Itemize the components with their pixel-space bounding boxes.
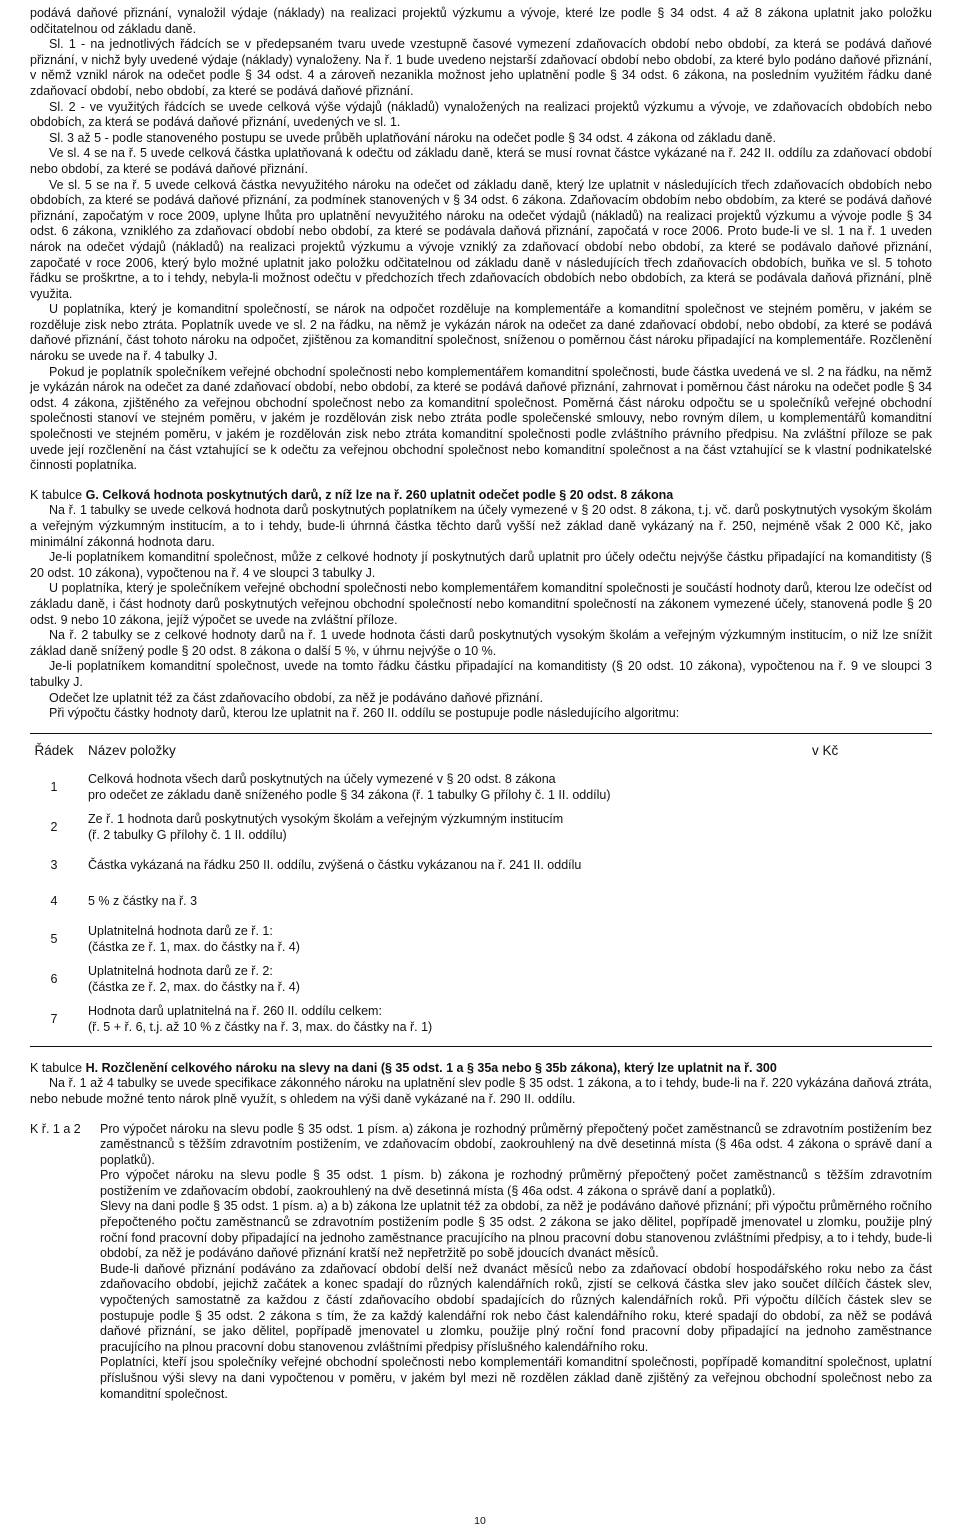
paragraph: Je-li poplatníkem komanditní společnost, může z celkové hodnoty jí poskytnutých darů uplatnit pro účely odečtu nejvýše částku připadající na komanditisty (§ 20 odst. 10 zákona), vypočtenou na ř. 4 ve sloupci 3 tabulky J.	[30, 550, 932, 580]
rows-1-2-section	[30, 1122, 932, 1403]
header-item-name: Název položky	[88, 742, 176, 758]
row-text-line: (ř. 2 tabulky G přílohy č. 1 II. oddílu)	[88, 827, 287, 842]
header-unit: v Kč	[812, 742, 839, 758]
row-text	[78, 964, 932, 995]
row-text	[78, 894, 932, 910]
row-number: 4	[50, 893, 58, 908]
row-text-line: pro odečet ze základu daně sníženého podle § 34 zákona (ř. 1 tabulky G přílohy č. 1 II. oddílu)	[88, 787, 611, 802]
page-content	[30, 6, 932, 1402]
table-row	[30, 768, 932, 808]
page-number: 10	[474, 1515, 486, 1527]
paragraph: Na ř. 1 až 4 tabulky se uvede specifikace zákonného nároku na uplatnění slev podle § 35 odst. 1 zákona, a to i tehdy, bude-li na ř. 220 vykázána daňová ztráta, nebo nebude možné tento nárok plně využít, s ohledem na výši daně vykázané na ř. 290 II. oddílu.	[30, 1076, 932, 1106]
row-number: 5	[50, 931, 58, 946]
paragraph: Pro výpočet nároku na slevu podle § 35 odst. 1 písm. b) zákona je rozhodný průměrný přepočtený počet zaměstnanců s těžším zdravotním postižením ve zdaňovacím období, zaokrouhlený na dvě desetinná místa (§ 46a odst. 4 zákona o správě daní a poplatků).	[100, 1168, 932, 1198]
paragraph: Sl. 2 - ve využitých řádcích se uvede celková výše výdajů (nákladů) vynaložených na realizaci projektů výzkumu a vývoje, ve zdaňovacích obdobích nebo obdobích, za která se podává daňové přiznání, uvedených ve sl. 1.	[30, 99, 932, 130]
paragraph: Bude-li daňové přiznání podáváno za zdaňovací období delší než dvanáct měsíců nebo za zdaňovací období hospodářského roku nebo za část zdaňovacího období, jejichž začátek a konec spadají do různých kalendářních roků, zjistí se celková částka slev jako součet dílčích částek slev, vypočtených samostatně za každou z částí zdaňovacího období spadajících do různých kalendářních roků. Při výpočtu dílčích částek slev se postupuje podle § 35 odst. 2 zákona s tím, že za každý kalendářní rok nebo část kalendářního roku, které spadají do období, za něž se podává daňové přiznání, se jako dělitel, popřípadě jmenovatel u zlomku, použije plný roční fond pracovní doby připadající na jednoho zaměstnance pracujícího na plnou pracovní dobu stanovenou zvláštními předpisy příslušného kalendářního roku.	[100, 1261, 932, 1354]
table-row	[30, 848, 932, 884]
paragraph: Pro výpočet nároku na slevu podle § 35 odst. 1 písm. a) zákona je rozhodný průměrný přepočtený počet zaměstnanců se zdravotním postižením bez zaměstnanců s těžším zdravotním postižením, ve zdaňovacím období, zaokrouhlený na dvě desetinná místa (§ 46a odst. 4 zákona o správě daní a poplatků).	[100, 1121, 932, 1167]
paragraph: Pokud je poplatník společníkem veřejné obchodní společnosti nebo komplementářem komanditní společnosti, bude částka uvedená ve sl. 2 na řádku, na němž je vykázán nárok na odečet za dané zdaňovací období, nebo období, za které se podává daňové přiznání, zahrnovat i poměrnou část nároku na odečet podle § 34 odst. 4 zákona, zjištěného za veřejnou obchodní společnost nebo za komanditní společnost. Poměrná část nároku odpočtu se u společníků veřejné obchodní společnosti stanoví ve stejném poměru, v jakém je rozdělován zisk nebo ztráta podle společenské smlouvy, nebo rovným dílem, u komplementářů komanditní společnosti ve stejném poměru, v jakém je rozdělován zisk nebo ztráta komanditní společnosti podle zvláštního právního předpisu. Na zvláštní příloze se pak uvede její rozčlenění na část vztahující se k odečtu za veřejnou obchodní společnost nebo komanditní společnost a na část vztahující se k vlastní podnikatelské činnosti poplatníka.	[30, 364, 932, 473]
row-text	[78, 812, 932, 843]
row-text-line: (částka ze ř. 2, max. do částky na ř. 4)	[88, 979, 300, 994]
paragraph: Poplatníci, kteří jsou společníky veřejné obchodní společnosti nebo komplementáři komanditní společnosti, popřípadě komanditní společnost, uplatní příslušnou výši slevy na dani vypočtenou v poměru, v jakém byl mezi ně rozdělen základ daně zjištěný za veřejnou obchodní společnost nebo za komanditní společnost.	[100, 1355, 932, 1401]
table-row	[30, 1000, 932, 1040]
paragraph: Při výpočtu částky hodnoty darů, kterou lze uplatnit na ř. 260 II. oddílu se postupuje podle následujícího algoritmu:	[49, 706, 680, 721]
row-text	[78, 772, 932, 803]
row-number: 7	[50, 1011, 58, 1026]
rows-label: K ř. 1 a 2	[30, 1121, 81, 1136]
paragraph: U poplatníka, který je komanditní společností, se nárok na odpočet rozděluje na komplementáře a komanditní společnost ve stejném poměru, v jakém se rozděluje zisk nebo ztráta. Poplatník uvede ve sl. 2 na řádku, na němž je vykázán nárok na odečet za dané zdaňovací období, nebo období, za které se podává daňové přiznání, část tohoto nároku na odpočet, zjištěnou za komanditní společnost, sníženou o poměrnou část nároku připadající na komplementáře. Rozčlenění nároku se uvede na ř. 4 tabulky J.	[30, 302, 932, 364]
row-text-line: Částka vykázaná na řádku 250 II. oddílu, zvýšená o částku vykázanou na ř. 241 II. oddílu	[88, 857, 582, 872]
paragraph: Na ř. 1 tabulky se uvede celková hodnota darů poskytnutých poplatníkem na účely vymezené v § 20 odst. 8 zákona, t.j. vč. darů poskytnutých vysokým školám a veřejným výzkumným institucím, a to i tehdy, bude-li úhrnná částka těchto darů vyšší než základ daně vykázaný na ř. 250, nejméně však 2 000 Kč, jako minimální zákonná hodnota daru.	[30, 503, 932, 549]
paragraph: Je-li poplatníkem komanditní společnost, uvede na tomto řádku částku připadající na komanditisty (§ 20 odst. 10 zákona), vypočtenou na ř. 9 ve sloupci 3 tabulky J.	[30, 659, 932, 689]
table-row	[30, 884, 932, 920]
row-number: 3	[50, 857, 58, 872]
section-title: H. Rozčlenění celkového nároku na slevy na dani (§ 35 odst. 1 a § 35a nebo § 35b zákona), který lze uplatnit na ř. 300	[85, 1060, 777, 1075]
row-number: 2	[50, 819, 58, 834]
row-text-line: 5 % z částky na ř. 3	[88, 893, 198, 908]
row-text-line: Hodnota darů uplatnitelná na ř. 260 II. oddílu celkem:	[88, 1004, 382, 1019]
header-row-number: Řádek	[34, 742, 74, 758]
paragraph: Sl. 1 - na jednotlivých řádcích se v předepsaném tvaru uvede vzestupně časové vymezení zdaňovacích období nebo období, za která se podává daňové přiznání, v nichž byly uvedené výdaje (náklady) vynaloženy. Na ř. 1 bude uvedeno nejstarší zdaňovací období nebo období, za které bylo podáno daňové přiznání, v němž vznikl nárok na odečet podle § 34 odst. 4 a zároveň nezanikla možnost jeho uplatnění podle § 34 odst. 6 zákona, na posledním využitém řádku dané zdaňovací období, nebo období, za které se podává daňové přiznání.	[30, 37, 932, 98]
table-row	[30, 960, 932, 1000]
row-text	[78, 1004, 932, 1035]
rows-1-2-body	[100, 1122, 932, 1403]
row-number: 1	[50, 779, 58, 794]
section-heading-table-g	[30, 488, 932, 504]
row-text-line: Uplatnitelná hodnota darů ze ř. 2:	[88, 964, 273, 979]
section-heading-table-h	[30, 1061, 932, 1077]
row-text-line: (ř. 5 + ř. 6, t.j. až 10 % z částky na ř. 3, max. do částky na ř. 1)	[88, 1019, 433, 1034]
section-prefix: K tabulce	[30, 487, 86, 502]
row-text	[78, 924, 932, 955]
algorithm-table	[30, 733, 932, 1047]
row-text-line: Celková hodnota všech darů poskytnutých na účely vymezené v § 20 odst. 8 zákona	[88, 772, 556, 787]
table-row	[30, 808, 932, 848]
row-text-line: Ze ř. 1 hodnota darů poskytnutých vysokým školám a veřejným výzkumným institucím	[88, 812, 564, 827]
paragraph: Slevy na dani podle § 35 odst. 1 písm. a) a b) zákona lze uplatnit též za období, za něž je podáváno daňové přiznání; při výpočtu průměrného ročního přepočteného počtu zaměstnanců se zdravotním postižením podle § 35 odst. 2 zákona se jako dělitel, popřípadě jmenovatel u zlomku, použije plný roční fond pracovní doby připadající na jednoho zaměstnance pracujícího na plnou pracovní dobu stanovenou zvláštními předpisy, a to i tehdy, bude-li období, za něž je podáváno daňové přiznání kratší než nepřetržitě po sobě jdoucích dvanáct měsíců.	[100, 1199, 932, 1261]
paragraph: Sl. 3 až 5 - podle stanoveného postupu se uvede průběh uplatňování nároku na odečet podle § 34 odst. 4 zákona od základu daně.	[49, 130, 776, 145]
table-header-row	[30, 734, 932, 768]
paragraph: Ve sl. 5 se na ř. 5 uvede celková částka nevyužitého nároku na odečet od základu daně, který lze uplatnit v následujících třech zdaňovacích obdobích nebo obdobích, za které se podává daňové přiznání, za podmínek stanovených v § 34 odst. 6 zákona. Zdaňovacím obdobím nebo obdobím, za které se podává daňové přiznání, započatým v roce 2009, uplyne lhůta pro uplatnění nevyužitého nároku na odečet výdajů (nákladů) na realizaci projektů výzkumu a vývoje podle § 34 odst. 6 zákona, vzniklého za zdaňovací období nebo období, za které se podávala daňová přiznání, započatá v roce 2006. Proto bude-li ve sl. 1 na ř. 1 uveden nárok na odečet výdajů (nákladů) na realizaci projektů výzkumu a vývoje vzniklý za zdaňovací období nebo období, za které se podávalo daňové přiznání, započaté v roce 2006, který bylo možné uplatnit jako položku odčitatelnou od základu daně v následujících třech zdaňovacích obdobích, buňka ve sl. 5 tohoto řádku se proškrtne, a to i tehdy, nebyla-li možnost odečtu v předchozích třech zdaňovacích obdobích nebo obdobích, za která se podávala daňová přiznání, plně využita.	[30, 177, 932, 301]
paragraph: U poplatníka, který je společníkem veřejné obchodní společnosti nebo komplementářem komanditní společnosti je součástí hodnoty darů, kterou lze odečíst od základu daně, i část hodnoty darů poskytnutých veřejnou obchodní společností nebo komanditní společností na zákonem vymezené účely, stanovená podle § 20 odst. 9 nebo 10 zákona, jejíž výpočet se uvede na zvláštní příloze.	[30, 581, 932, 627]
paragraph: Odečet lze uplatnit též za část zdaňovacího období, za něž je podáváno daňové přiznání.	[49, 690, 544, 705]
table-row	[30, 920, 932, 960]
paragraph: Ve sl. 4 se na ř. 5 uvede celková částka uplatňovaná k odečtu od základu daně, která se musí rovnat částce vykázané na ř. 242 II. oddílu za zdaňovací období nebo období, za které se podává daňové přiznání.	[30, 146, 932, 176]
section-prefix: K tabulce	[30, 1060, 86, 1075]
row-text-line: Uplatnitelná hodnota darů ze ř. 1:	[88, 924, 273, 939]
paragraph: Na ř. 2 tabulky se z celkové hodnoty darů na ř. 1 uvede hodnota části darů poskytnutých vysokým školám a veřejným výzkumným institucím, o niž lze snížit základ daně snížený podle § 20 odst. 8 zákona o další 5 %, v úhrnu nejvýše o 10 %.	[30, 628, 932, 658]
row-number: 6	[50, 971, 58, 986]
section-title: G. Celková hodnota poskytnutých darů, z níž lze na ř. 260 uplatnit odečet podle § 20 odst. 8 zákona	[85, 487, 674, 502]
row-text	[78, 858, 932, 874]
row-text-line: (částka ze ř. 1, max. do částky na ř. 4)	[88, 939, 300, 954]
paragraph: podává daňové přiznání, vynaložil výdaje (náklady) na realizaci projektů výzkumu a vývoje, které lze podle § 34 odst. 4 až 8 zákona uplatnit jako položku odčitatelnou od základu daně.	[30, 6, 932, 36]
